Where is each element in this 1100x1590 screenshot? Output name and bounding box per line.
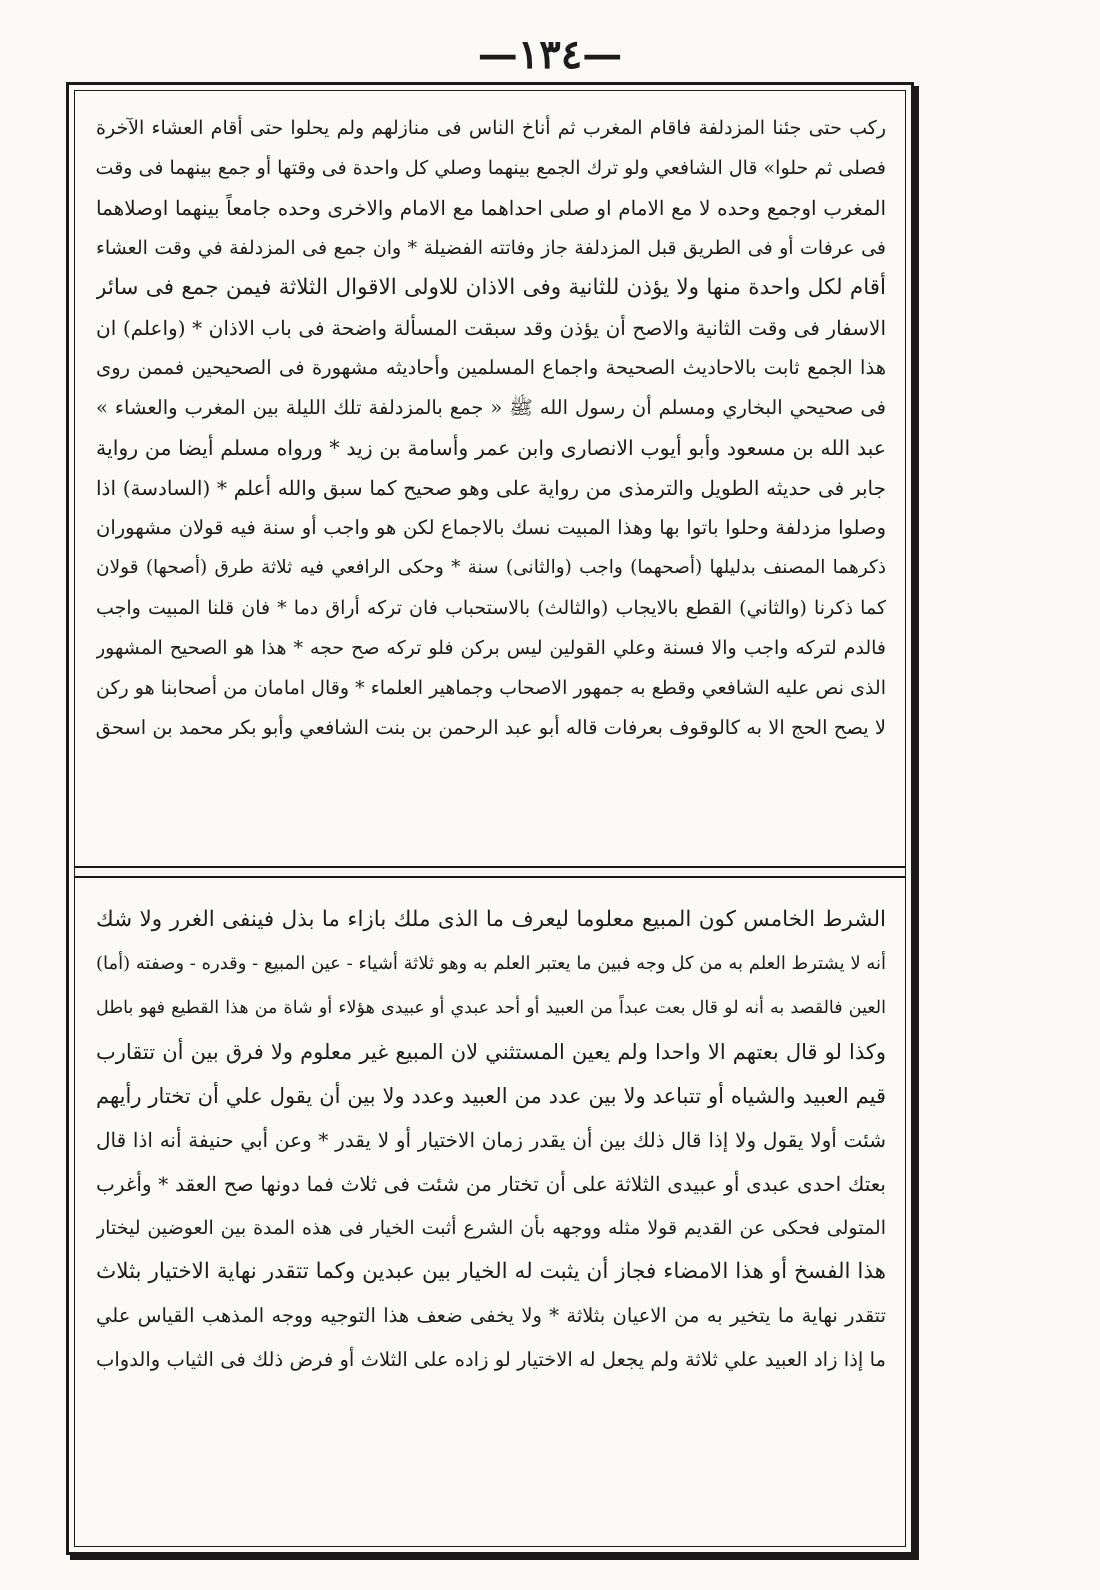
text-line: هذا الجمع ثابت بالاحاديث الصحيحة واجماع المسلمين وأحاديثه مشهورة فى الصحيحين فممن روى bbox=[96, 356, 886, 379]
section-divider-line bbox=[74, 866, 906, 868]
text-line: العين فالقصد به أنه لو قال بعت عبداً من العبيد أو أحد عبدي أو عبيدى هؤلاء أو شاة من هذا القطيع فهو باطل bbox=[96, 998, 886, 1018]
text-line: وكذا لو قال بعتهم الا واحدا ولم يعين المستثني لان المبيع غير معلوم ولا فرق بين أن تتقارب bbox=[96, 1040, 886, 1064]
text-line: قيم العبيد والشياه أو تتباعد ولا بين عدد من العبيد وعدد ولا بين أن يقول علي أن تختار رأيهم bbox=[96, 1084, 886, 1108]
page-number: —١٣٤— bbox=[477, 31, 623, 78]
text-line: أنه لا يشترط العلم به من كل وجه فبين ما يعتبر العلم به وهو ثلاثة أشياء - عين المبيع - وقدره - وصفته (أما) bbox=[96, 953, 886, 974]
text-line: ذكرهما المصنف بدليلها (أصحهما) واجب (والثانى) سنة * وحكى الرافعي فيه ثلاثة طرق (أصحها) قولان bbox=[96, 557, 886, 578]
text-line: تتقدر نهاية ما يتخير به من الاعيان بثلاثة * ولا يخفى ضعف هذا التوجيه ووجه المذهب القياس علي bbox=[96, 1304, 886, 1327]
text-line: لا يصح الحج الا به كالوقوف بعرفات قاله أبو عبد الرحمن بن بنت الشافعي وأبو بكر محمد بن اسحق bbox=[96, 716, 886, 739]
text-line: عبد الله بن مسعود وأبو أيوب الانصارى وابن عمر وأسامة بن زيد * ورواه مسلم أيضا من رواية bbox=[96, 436, 886, 460]
text-line: الاسفار فى وقت الثانية والاصح أن يؤذن وقد سبقت المسألة واضحة فى باب الاذان * (واعلم) ان bbox=[96, 316, 886, 340]
text-line: المتولى فحكى عن القديم قولا مثله ووجهه بأن الشرع أثبت الخيار فى هذه المدة بين العوضين ليختار bbox=[96, 1217, 886, 1239]
text-line: وصلوا مزدلفة وحلوا باتوا بها وهذا المبيت نسك بالاجماع لكن هو واجب أو سنة فيه قولان مشهوران bbox=[96, 516, 886, 539]
text-line: فى صحيحي البخاري ومسلم أن رسول الله ﷺ « جمع بالمزدلفة تلك الليلة بين المغرب والعشاء » bbox=[96, 396, 886, 419]
text-line: جابر فى حديثه الطويل والترمذى من رواية على وهو صحيح كما سبق والله أعلم * (السادسة) اذا bbox=[96, 476, 886, 500]
commentary-text bbox=[96, 898, 886, 1382]
frame-shadow-bottom bbox=[70, 1555, 919, 1560]
frame-shadow-right bbox=[914, 86, 919, 1558]
text-line: كما ذكرنا (والثاني) القطع بالايجاب (والثالث) بالاستحباب فان تركه أراق دما * فان قلنا المبيت واجب bbox=[96, 597, 886, 619]
main-text bbox=[96, 108, 886, 748]
text-line: ركب حتى جئنا المزدلفة فاقام المغرب ثم أناخ الناس فى منازلهم ولم يحلوا حتى أقام العشاء الآخرة bbox=[96, 117, 886, 139]
text-line: أقام لكل واحدة منها ولا يؤذن للثانية وفى الاذان للاولى الاقوال الثلاثة فيمن جمع فى سائر bbox=[96, 275, 886, 300]
section-divider-line bbox=[74, 876, 906, 878]
text-line: الذى نص عليه الشافعي وقطع به جمهور الاصحاب وجماهير العلماء * وقال امامان من أصحابنا هو ركن bbox=[96, 677, 886, 699]
text-line: ما إذا زاد العبيد علي ثلاثة ولم يجعل له الاختيار لو زاده على الثلاث أو فرض ذلك فى الثياب والدواب bbox=[96, 1348, 886, 1371]
text-line: شئت أولا يقول ولا إذا قال ذلك بين أن يقدر زمان الاختيار أو لا يقدر * وعن أبي حنيفة أنه اذا قال bbox=[96, 1128, 886, 1152]
text-line: هذا الفسخ أو هذا الامضاء فجاز أن يثبت له الخيار بين عبدين وكما تتقدر نهاية الاختيار بثلاث bbox=[96, 1259, 886, 1284]
text-line: فى عرفات أو فى الطريق قبل المزدلفة جاز وفاتته الفضيلة * وان جمع فى المزدلفة في وقت العشاء bbox=[96, 237, 886, 259]
text-line: فصلى ثم حلوا» قال الشافعي ولو ترك الجمع بينهما وصلي كل واحدة فى وقتها أو جمع بينهما فى وقت bbox=[96, 157, 886, 179]
text-line: بعتك احدى عبدى أو عبيدى الثلاثة على أن تختار من شئت فى ثلاث فما دونها صح العقد * وأغرب bbox=[96, 1172, 886, 1196]
text-line: المغرب اوجمع وحده لا مع الامام او صلى احداهما مع الامام والاخرى وحده جامعاً بينهما اوصلاهما bbox=[96, 196, 886, 220]
text-line: فالدم لتركه واجب والا فسنة وعلي القولين ليس بركن فلو تركه صح حجه * هذا هو الصحيح المشهور bbox=[96, 637, 886, 659]
text-line: الشرط الخامس كون المبيع معلوما ليعرف ما الذى ملك بازاء ما بذل فينفى الغرر ولا شك bbox=[96, 907, 886, 932]
